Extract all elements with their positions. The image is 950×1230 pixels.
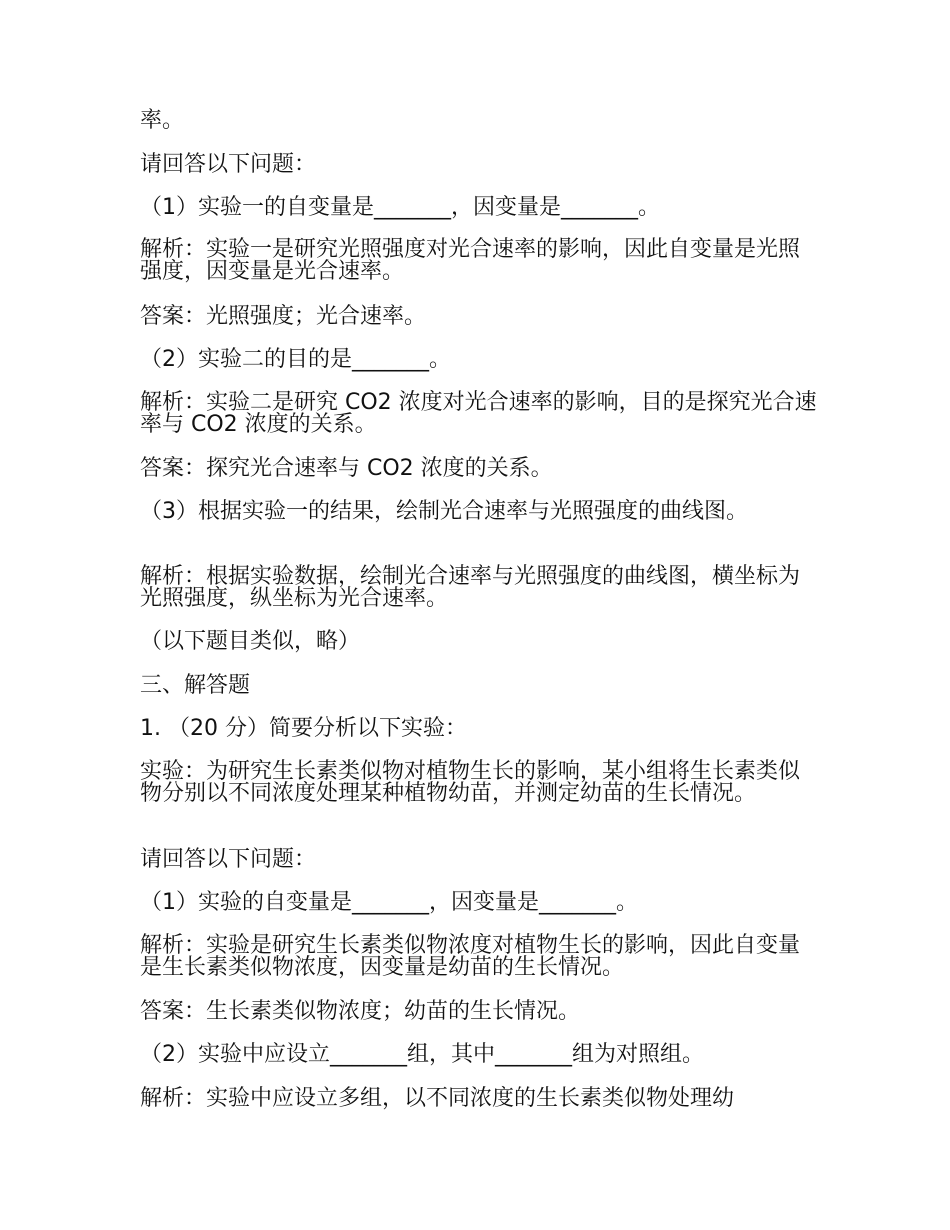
analysis-paragraph: 解析：实验二是研究 CO2 浓度对光合速率的影响，目的是探究光合速率与 CO2 浓度的关系。 <box>140 390 817 437</box>
answer-line: 答案：探究光合速率与 CO2 浓度的关系。 <box>140 456 553 481</box>
answer-line: 答案：生长素类似物浓度；幼苗的生长情况。 <box>140 999 581 1024</box>
analysis-paragraph: 解析：实验是研究生长素类似物浓度对植物生长的影响，因此自变量是生长素类似物浓度，因变量是幼苗的生长情况。 <box>140 933 801 980</box>
question-paragraph: （3）根据实验一的结果，绘制光合速率与光照强度的曲线图。 <box>140 499 748 524</box>
answer-line: 答案：光照强度；光合速率。 <box>140 304 427 329</box>
text-line: 请回答以下问题： <box>140 847 317 872</box>
analysis-paragraph: 解析：根据实验数据，绘制光合速率与光照强度的曲线图，横坐标为光照强度，纵坐标为光合速率。 <box>140 564 801 611</box>
note-line: （以下题目类似，略） <box>140 629 361 654</box>
analysis-line: 解析：实验中应设立多组，以不同浓度的生长素类似物处理幼 <box>140 1086 735 1111</box>
question-line: （2）实验二的目的是_______。 <box>140 347 451 372</box>
experiment-paragraph: 实验：为研究生长素类似物对植物生长的影响，某小组将生长素类似物分别以不同浓度处理某种植物幼苗，并测定幼苗的生长情况。 <box>140 759 801 806</box>
question-line: （2）实验中应设立_______组，其中_______组为对照组。 <box>140 1042 704 1067</box>
section-heading: 三、解答题 <box>140 673 251 698</box>
question-heading: 1. （20 分）简要分析以下实验： <box>140 716 467 741</box>
question-line: （1）实验的自变量是_______，因变量是_______。 <box>140 890 638 915</box>
question-line: （1）实验一的自变量是_______，因变量是_______。 <box>140 195 660 220</box>
analysis-paragraph: 解析：实验一是研究光照强度对光合速率的影响，因此自变量是光照强度，因变量是光合速率。 <box>140 237 801 284</box>
text-line: 请回答以下问题： <box>140 152 317 177</box>
text-line: 率。 <box>140 108 185 133</box>
